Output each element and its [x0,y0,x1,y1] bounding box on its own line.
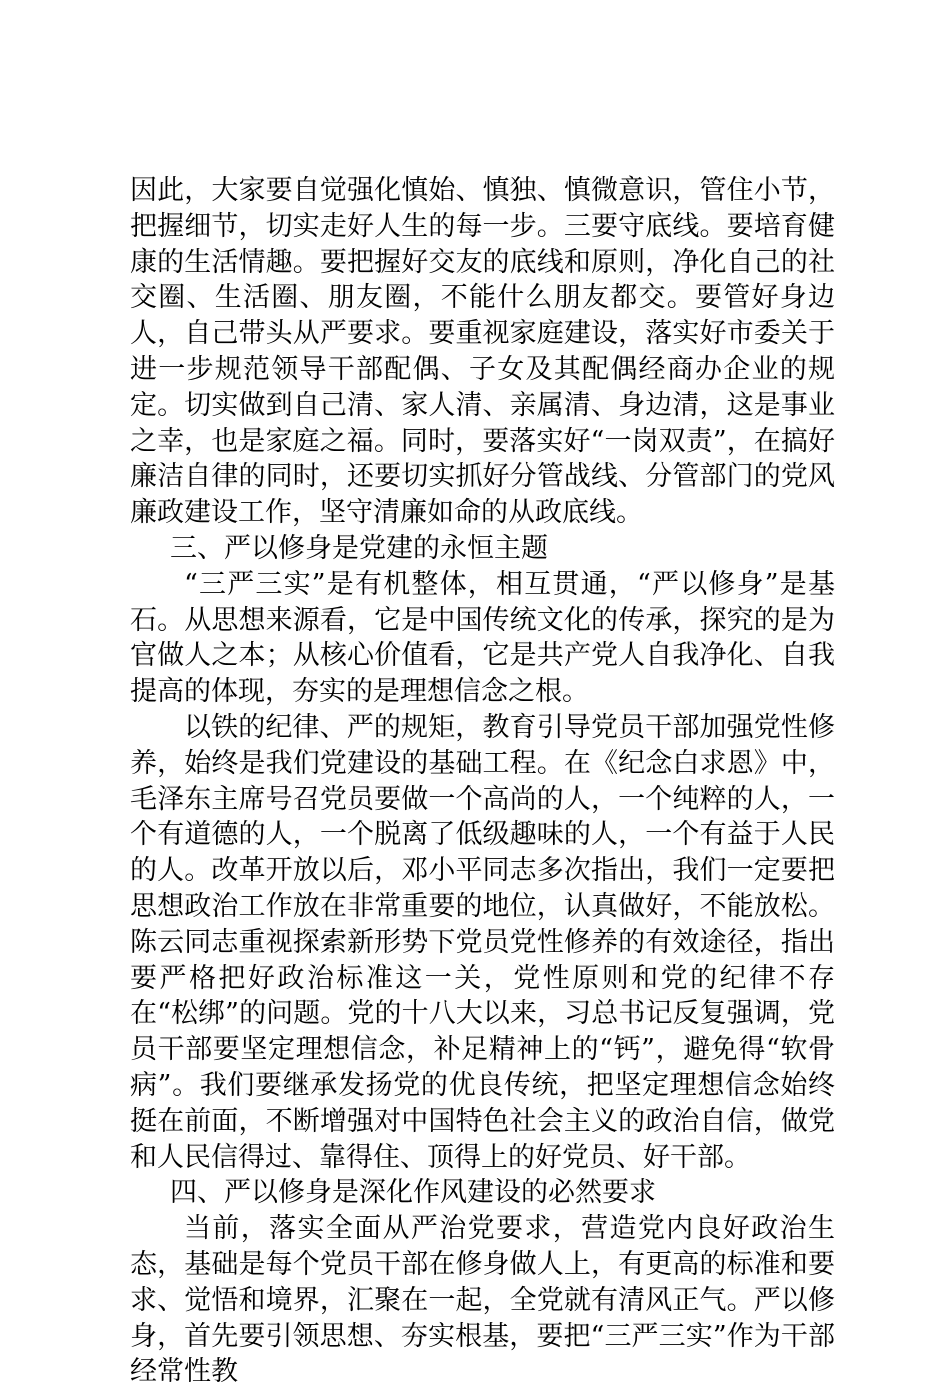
paragraph-party-discipline: 以铁的纪律、严的规矩，教育引导党员干部加强党性修养，始终是我们党建设的基础工程。在《纪念白求恩》中，毛泽东主席号召党员要做一个高尚的人，一个纯粹的人，一个有道德的人，一个脱离了低级趣味的人，一个有益于人民的人。改革开放以后，邓小平同志多次指出，我们一定要把思想政治工作放在非常重要的地位，认真做好，不能放松。陈云同志重视探索新形势下党员党性修养的有效途径，指出要严格把好政治标准这一关，党性原则和党的纪律不存在“松绑”的问题。党的十八大以来，习总书记反复强调，党员干部要坚定理想信念，补足精神上的“钙”，避免得“软骨病”。我们要继承发扬党的优良传统，把坚定理想信念始终挺在前面，不断增强对中国特色社会主义的政治自信，做党和人民信得过、靠得住、顶得上的好党员、好干部。 [130,711,835,1173]
paragraph-current-requirements: 当前，落实全面从严治党要求，营造党内良好政治生态，基础是每个党员干部在修身做人上，有更高的标准和要求、觉悟和境界，汇聚在一起，全党就有清风正气。严以修身，首先要引领思想、夯实根基，要把“三严三实”作为干部经常性教 [130,1213,835,1388]
paragraph-continuation: 因此，大家要自觉强化慎始、慎独、慎微意识，管住小节，把握细节，切实走好人生的每一步。三要守底线。要培育健康的生活情趣。要把握好交友的底线和原则，净化自己的社交圈、生活圈、朋友圈，不能什么朋友都交。要管好身边人，自己带头从严要求。要重视家庭建设，落实好市委关于进一步规范领导干部配偶、子女及其配偶经商办企业的规定。切实做到自己清、家人清、亲属清、身边清，这是事业之幸，也是家庭之福。同时，要落实好“一岗双责”，在搞好廉洁自律的同时，还要切实抓好分管战线、分管部门的党风廉政建设工作，坚守清廉如命的从政底线。 [130,175,835,529]
paragraph-three-strict: “三严三实”是有机整体，相互贯通，“严以修身”是基石。从思想来源看，它是中国传统文化的传承，探究的是为官做人之本；从核心价值看，它是共产党人自我净化、自我提高的体现，夯实的是理想信念之根。 [130,568,835,708]
section-heading-three: 三、严以修身是党建的永恒主题 [170,532,548,564]
document-page [130,173,835,1390]
section-heading-four: 四、严以修身是深化作风建设的必然要求 [170,1177,656,1209]
